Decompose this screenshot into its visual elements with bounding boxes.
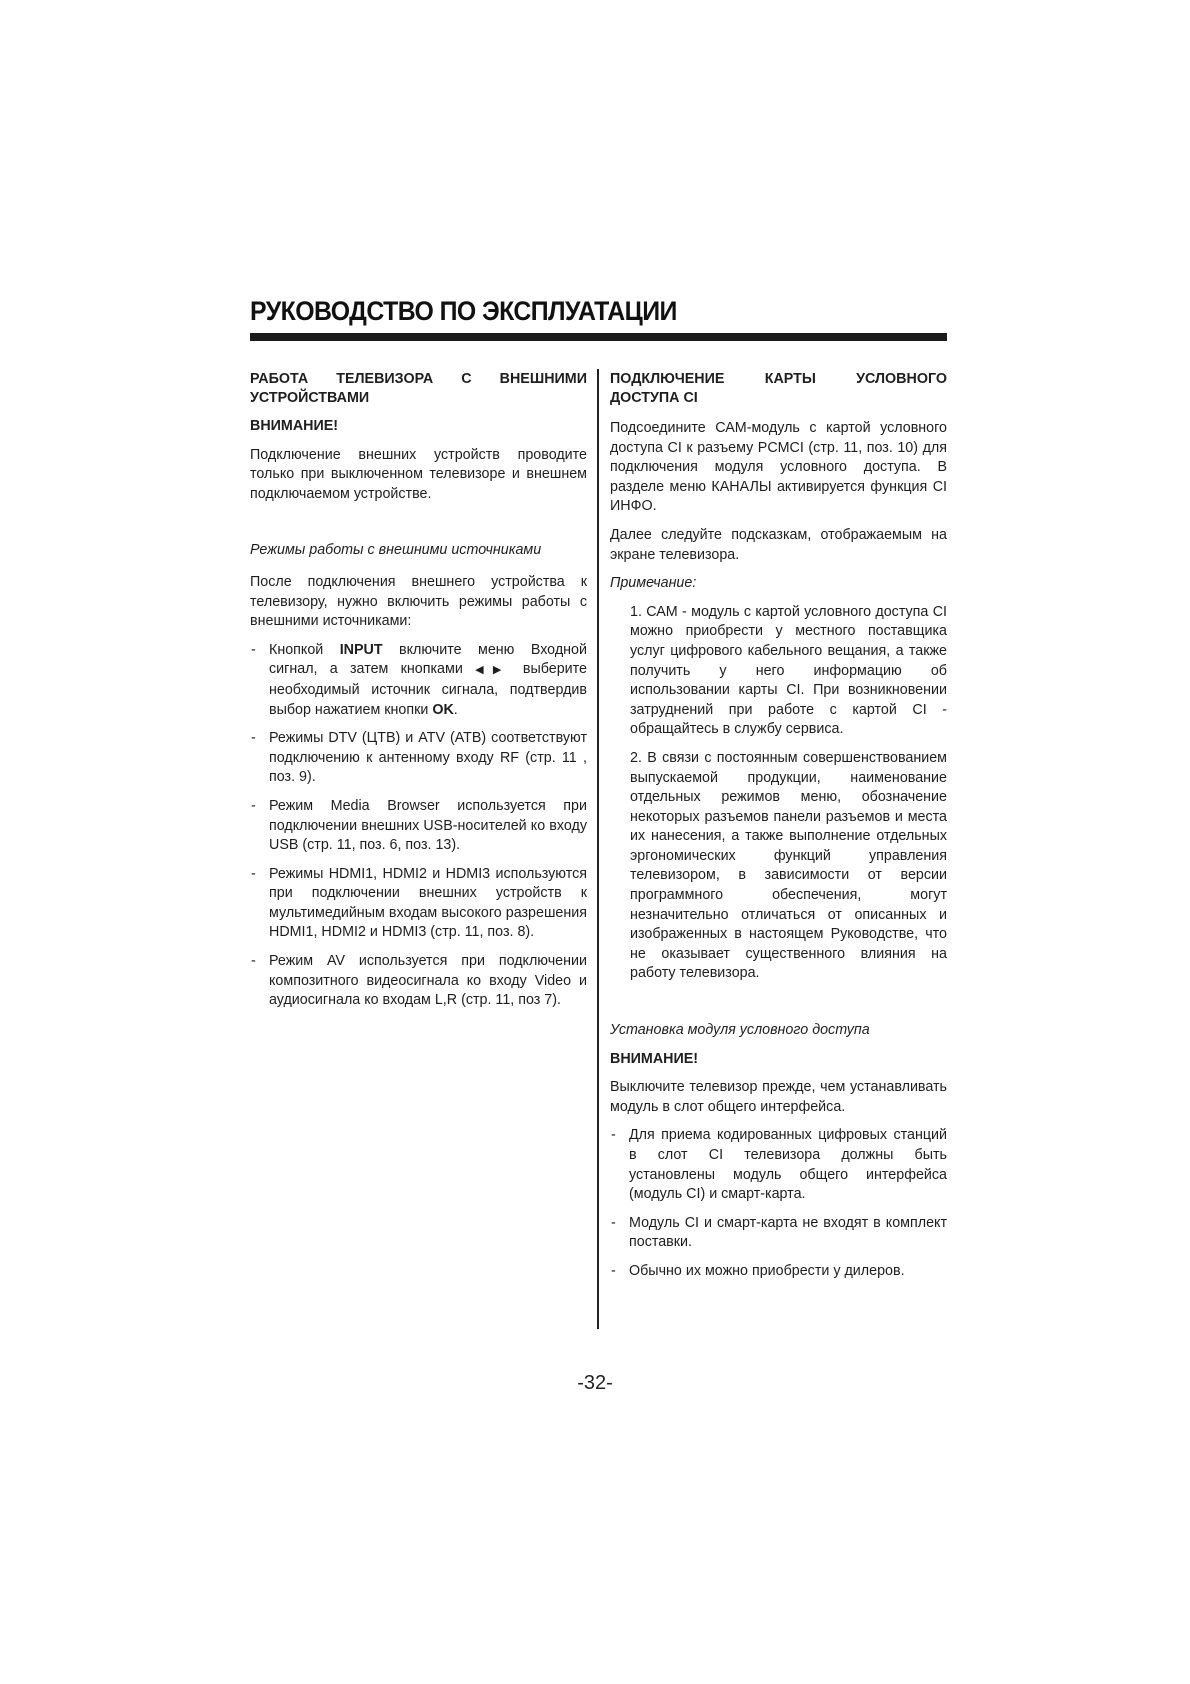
subheading-ci-install: Установка модуля условного доступа — [610, 1022, 870, 1039]
section-heading-external-devices: РАБОТА ТЕЛЕВИЗОРА С ВНЕШНИМИ УСТРОЙСТВАМИ — [250, 371, 587, 406]
follow-prompts-paragraph: Далее следуйте подсказкам, отображаемым на экране телевизора. — [610, 526, 947, 563]
page-title: РУКОВОДСТВО ПО ЭКСПЛУАТАЦИИ — [250, 296, 677, 326]
warning-label: ВНИМАНИЕ! — [250, 418, 339, 434]
right-column — [610, 370, 947, 1282]
modes-list — [250, 641, 587, 1011]
left-column — [250, 370, 587, 1011]
ci-connect-paragraph: Подсоедините САМ-модуль с картой условного доступа CI к разъему PCMCI (стр. 11, поз. 10) для подключения модуля условного доступа. В разделе меню КАНАЛЫ активируется функция CI ИНФО. — [610, 420, 947, 515]
section-heading-ci-card: ПОДКЛЮЧЕНИЕ КАРТЫ УСЛОВНОГО ДОСТУПА CI — [610, 371, 947, 406]
list-item: - Режим AV используется при подключении композитного видеосигнала ко входу Video и аудиосигнала ко входам L,R (стр. 11, поз 7). — [250, 952, 587, 1011]
list-item: - Модуль CI и смарт-карта не входят в комплект поставки. — [610, 1214, 947, 1253]
list-item: - Обычно их можно приобрести у дилеров. — [610, 1262, 947, 1282]
subheading-external-modes: Режимы работы с внешними источниками — [250, 542, 542, 559]
list-item: - Режимы HDMI1, HDMI2 и HDMI3 используются при подключении внешних устройств к мультимедийным входам высокого разрешения HDMI1, HDMI2 и HDMI3 (стр. 11, поз. 8). — [250, 865, 587, 943]
page-number: -32- — [577, 1372, 613, 1394]
note-item: 1. САМ - модуль с картой условного доступа CI можно приобрести у местного поставщика услуг цифрового кабельного вещания, а также получить у него информацию об использовании карты CI. При возникновении затруднений при работе с картой CI - обращайтесь в службу сервиса. — [630, 603, 947, 738]
ci-install-list — [610, 1126, 947, 1281]
note-label: Примечание: — [610, 575, 697, 592]
list-item: - Режим Media Browser используется при подключении внешних USB-носителей ко входу USB (стр. 11, поз. 6, поз. 13). — [250, 797, 587, 856]
note-item: 2. В связи с постоянным совершенствованием выпускаемой продукции, наименование отдельных режимов меню, обозначение некоторых разъемов панели разъемов и места их нанесения, а также выполнение отдельных эргономических функций управления телевизором, в зависимости от версии программного обеспечения, могут незначительно отличаться от описанных и изображенных в настоящем Руководстве, что не оказывает существенного влияния на работу телевизора. — [630, 749, 947, 982]
ok-key-label: OK — [432, 701, 454, 718]
warning-label: ВНИМАНИЕ! — [610, 1050, 699, 1067]
left-right-arrows-icon: ◀▶ — [475, 664, 511, 677]
list-item: - Кнопкой INPUT включите меню Входной сигнал, а затем кнопками ◀▶ выберите необходимый источник сигнала, подтвердив выбор нажатием кнопки OK. — [250, 641, 587, 720]
notes-list — [610, 603, 947, 984]
title-rule — [250, 333, 947, 341]
list-item: - Для приема кодированных цифровых станций в слот CI телевизора должны быть установлены модуль общего интерфейса (модуль CI) и смарт-карта. — [610, 1126, 947, 1204]
list-item: - Режимы DTV (ЦТВ) и ATV (АТВ) соответствуют подключению к антенному входу RF (стр. 11 , поз. 9). — [250, 729, 587, 788]
warning-text: Подключение внешних устройств проводите только при выключенном телевизоре и внешнем подключаемом устройстве. — [250, 446, 587, 502]
column-divider — [597, 369, 599, 1329]
intro-paragraph: После подключения внешнего устройства к телевизору, нужно включить режимы работы с внешними источниками: — [250, 573, 587, 630]
warning-text: Выключите телевизор прежде, чем устанавливать модуль в слот общего интерфейса. — [610, 1079, 947, 1115]
input-key-label: INPUT — [339, 641, 383, 658]
